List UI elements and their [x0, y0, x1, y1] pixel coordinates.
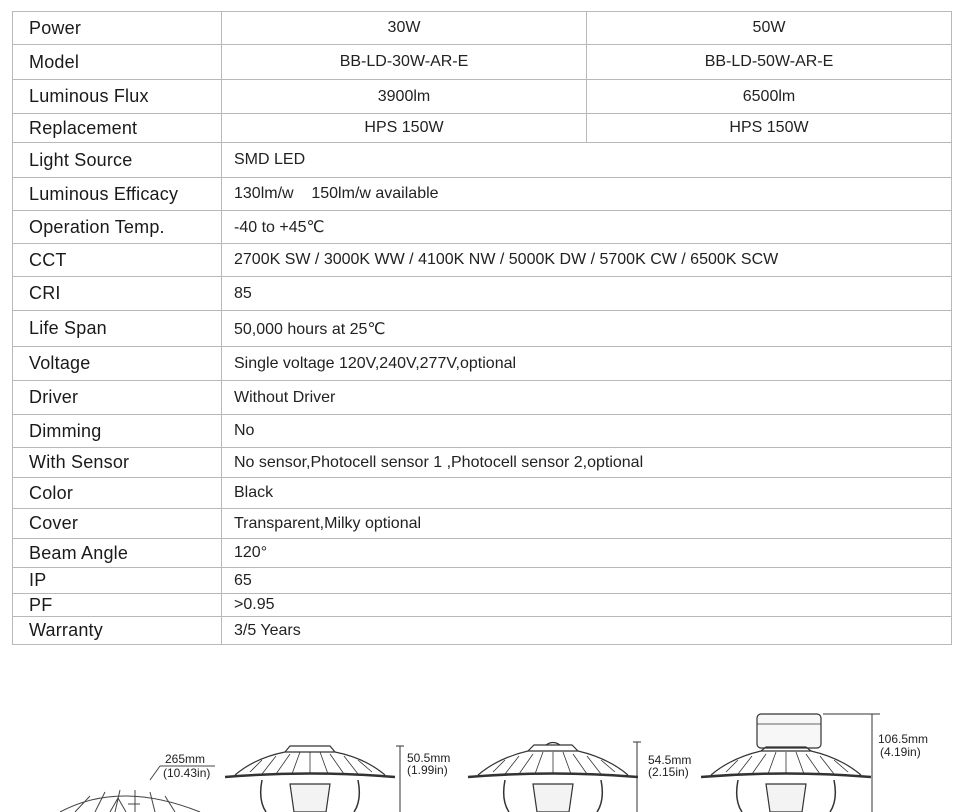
row-value-light-source: SMD LED [222, 143, 952, 178]
row-value-color: Black [222, 478, 952, 509]
height-2-in-label: (2.15in) [648, 765, 689, 779]
table-row [13, 568, 952, 594]
table-row [13, 539, 952, 568]
row-label-beam-angle: Beam Angle [13, 539, 222, 568]
table-row [13, 244, 952, 277]
side-view-3-drawing [701, 714, 871, 812]
table-row [13, 143, 952, 178]
row-value-with-sensor: No sensor,Photocell sensor 1 ,Photocell sensor 2,optional [222, 448, 952, 478]
table-row [13, 478, 952, 509]
row-label-warranty: Warranty [13, 617, 222, 645]
row-value-luminous-efficacy: 130lm/w 150lm/w available [222, 178, 952, 211]
row-label-color: Color [13, 478, 222, 509]
table-row [13, 211, 952, 244]
row-value-cover: Transparent,Milky optional [222, 509, 952, 539]
dimension-diagrams [0, 700, 960, 812]
row-label-pf: PF [13, 594, 222, 617]
height-3-dimension-line [823, 714, 880, 812]
row-label-cri: CRI [13, 277, 222, 311]
table-row [13, 448, 952, 478]
row-value-operation-temp: -40 to +45℃ [222, 211, 952, 244]
table-row [13, 509, 952, 539]
replacement-50w: HPS 150W [587, 114, 952, 143]
row-label-replacement: Replacement [13, 114, 222, 143]
row-label-cct: CCT [13, 244, 222, 277]
flux-30w: 3900lm [222, 80, 587, 114]
table-row [13, 45, 952, 80]
row-label-life-span: Life Span [13, 311, 222, 347]
row-value-dimming: No [222, 415, 952, 448]
table-row [13, 617, 952, 645]
diameter-in-label: (10.43in) [163, 766, 211, 780]
table-row [13, 381, 952, 415]
row-label-light-source: Light Source [13, 143, 222, 178]
row-value-cri: 85 [222, 277, 952, 311]
flux-50w: 6500lm [587, 80, 952, 114]
table-row [13, 594, 952, 617]
height-1-dimension-line [396, 746, 404, 812]
row-value-beam-angle: 120° [222, 539, 952, 568]
row-label-ip: IP [13, 568, 222, 594]
row-value-life-span: 50,000 hours at 25℃ [222, 311, 952, 347]
model-30w: BB-LD-30W-AR-E [222, 45, 587, 80]
table-row [13, 277, 952, 311]
table-row [13, 114, 952, 143]
row-label-with-sensor: With Sensor [13, 448, 222, 478]
height-3-in-label: (4.19in) [880, 745, 921, 759]
diameter-mm-label: 265mm [165, 752, 206, 766]
height-3-mm-label: 106.5mm [878, 732, 929, 746]
row-label-operation-temp: Operation Temp. [13, 211, 222, 244]
power-50w: 50W [587, 12, 952, 45]
spec-table [12, 11, 952, 645]
top-view-drawing [60, 790, 200, 812]
model-50w: BB-LD-50W-AR-E [587, 45, 952, 80]
table-row [13, 347, 952, 381]
row-label-power: Power [13, 12, 222, 45]
side-view-2-drawing [468, 743, 638, 812]
row-value-pf: >0.95 [222, 594, 952, 617]
row-value-warranty: 3/5 Years [222, 617, 952, 645]
power-30w: 30W [222, 12, 587, 45]
table-row [13, 12, 952, 45]
row-label-luminous-efficacy: Luminous Efficacy [13, 178, 222, 211]
table-row [13, 80, 952, 114]
table-row [13, 311, 952, 347]
row-label-luminous-flux: Luminous Flux [13, 80, 222, 114]
table-row [13, 415, 952, 448]
side-view-1-drawing [225, 746, 395, 812]
row-label-voltage: Voltage [13, 347, 222, 381]
row-value-ip: 65 [222, 568, 952, 594]
row-label-dimming: Dimming [13, 415, 222, 448]
row-label-cover: Cover [13, 509, 222, 539]
row-label-model: Model [13, 45, 222, 80]
row-value-cct: 2700K SW / 3000K WW / 4100K NW / 5000K DW / 5700K CW / 6500K SCW [222, 244, 952, 277]
replacement-30w: HPS 150W [222, 114, 587, 143]
height-1-mm-label: 50.5mm [407, 751, 451, 765]
height-2-mm-label: 54.5mm [648, 753, 692, 767]
row-label-driver: Driver [13, 381, 222, 415]
table-row [13, 178, 952, 211]
height-1-in-label: (1.99in) [407, 763, 448, 777]
row-value-driver: Without Driver [222, 381, 952, 415]
row-value-voltage: Single voltage 120V,240V,277V,optional [222, 347, 952, 381]
